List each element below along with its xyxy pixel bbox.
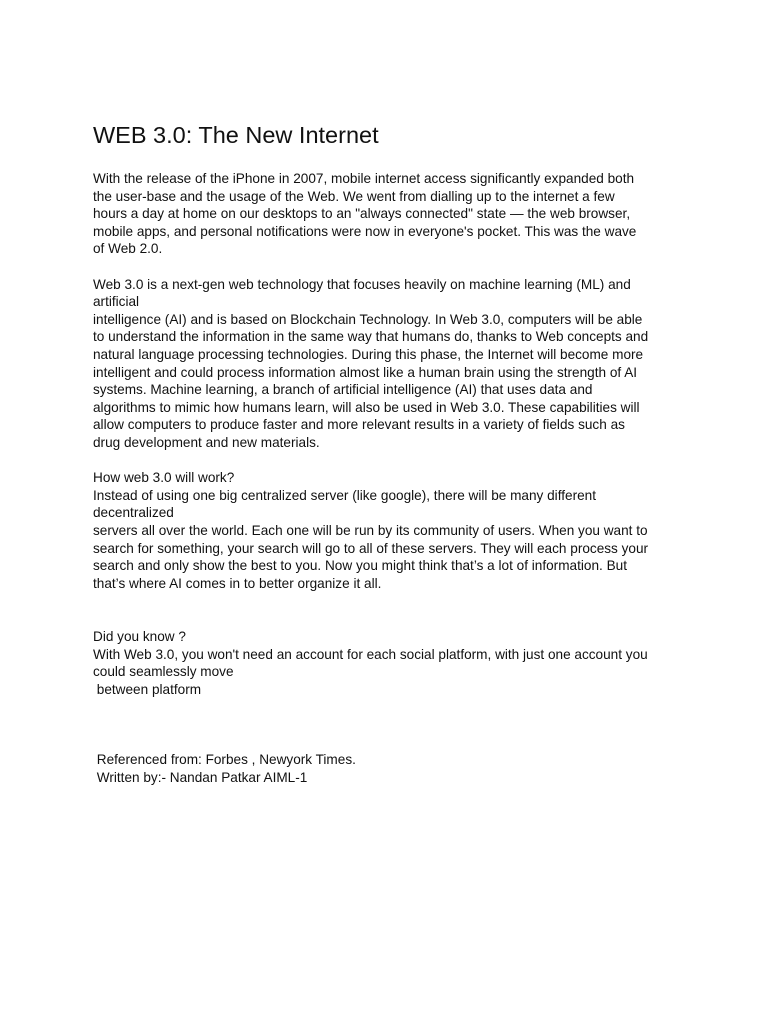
- section-heading: How web 3.0 will work?: [93, 470, 235, 485]
- paragraph-line: intelligent and could process information almost like a human brain using the strength of AI: [93, 365, 638, 380]
- author-line: Written by:- Nandan Patkar AIML-1: [93, 770, 308, 785]
- paragraph-line: decentralized: [93, 505, 174, 520]
- paragraph-line: Instead of using one big centralized server (like google), there will be many different: [93, 488, 596, 503]
- paragraph-line: that’s where AI comes in to better organize it all.: [93, 576, 382, 591]
- paragraph-line: systems. Machine learning, a branch of artificial intelligence (AI) that uses data and: [93, 382, 593, 397]
- paragraph-line: With Web 3.0, you won't need an account for each social platform, with just one account you: [93, 647, 648, 662]
- paragraph-line: artificial: [93, 294, 140, 309]
- paragraph-line: mobile apps, and personal notifications were now in everyone's pocket. This was the wave: [93, 224, 637, 239]
- paragraph-line: could seamlessly move: [93, 664, 234, 679]
- paragraph-line: to understand the information in the same way that humans do, thanks to Web concepts and: [93, 329, 649, 344]
- paragraph-line: algorithms to mimic how humans learn, will also be used in Web 3.0. These capabilities will: [93, 400, 640, 415]
- paragraph-line: Web 3.0 is a next-gen web technology that focuses heavily on machine learning (ML) and: [93, 277, 631, 292]
- paragraph-line: drug development and new materials.: [93, 435, 320, 450]
- paragraph-line: With the release of the iPhone in 2007, mobile internet access significantly expanded both: [93, 171, 635, 186]
- paragraph-line: search for something, your search will go to all of these servers. They will each process your: [93, 541, 649, 556]
- paragraph-line: natural language processing technologies. During this phase, the Internet will become more: [93, 347, 644, 362]
- page-title: WEB 3.0: The New Internet: [93, 122, 379, 148]
- paragraph-line: intelligence (AI) and is based on Blockchain Technology. In Web 3.0, computers will be able: [93, 312, 643, 327]
- paragraph-line: of Web 2.0.: [93, 241, 163, 256]
- paragraph-line: servers all over the world. Each one will be run by its community of users. When you want to: [93, 523, 648, 538]
- section-heading: Did you know ?: [93, 629, 186, 644]
- paragraph-line: hours a day at home on our desktops to an "always connected" state — the web browser,: [93, 206, 631, 221]
- paragraph-line: search and only show the best to you. Now you might think that’s a lot of information. But: [93, 558, 627, 573]
- paragraph-line: the user-base and the usage of the Web. We went from dialling up to the internet a few: [93, 189, 615, 204]
- reference-line: Referenced from: Forbes , Newyork Times.: [93, 752, 356, 767]
- paragraph-line: allow computers to produce faster and more relevant results in a variety of fields such as: [93, 417, 625, 432]
- paragraph-line: between platform: [93, 682, 202, 697]
